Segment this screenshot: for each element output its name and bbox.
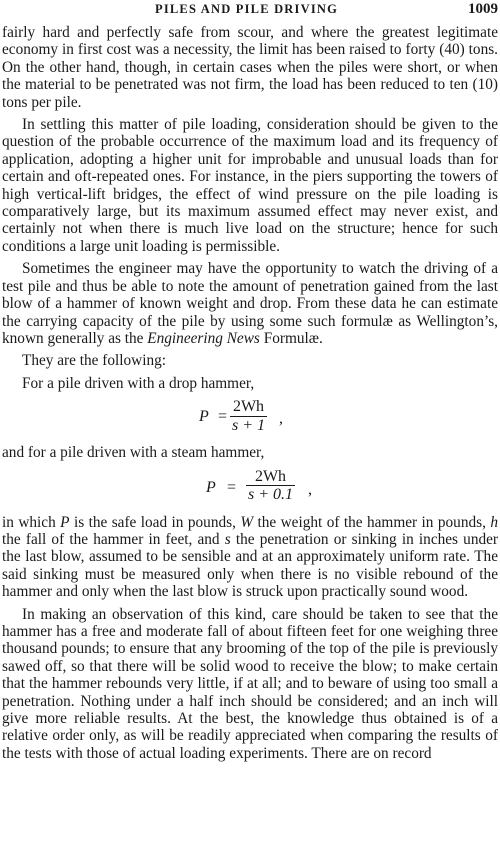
formula-lhs: P [206,478,216,496]
formula-equals: = [218,408,228,426]
formula-numerator: 2Wh [230,398,267,416]
paragraph-text: in which [2,513,61,531]
paragraph-text: the weight of the hammer in pounds, [253,513,491,531]
paragraph-text: the fall of the hammer in feet, and [2,530,225,548]
formula-drop-hammer [2,392,498,444]
formula-comma: , [279,410,283,428]
paragraph-steam-hammer: and for a pile driven with a steam hammer, [2,444,265,462]
paragraph-drop-hammer: For a pile driven with a drop hammer, [22,374,255,392]
paragraph-definitions [2,514,498,601]
symbol-w: W [240,513,254,531]
paragraph-they-are: They are the following: [22,352,166,370]
formula-fraction [246,468,295,504]
paragraph-pile-loading: In settling this matter of pile loading, consideration should be given to the question of the probable occurrence of the maximum load and its frequency of application, adopting a higher unit for improbable and unusual loads than for certain and oft-repeated ones. For instance, in the piers supporting the towers of high vertical-lift bridges, the effect of wind pressure on the pile loading is comparatively large, but its maximum assumed effect may never exist, and certainly not when there is much live load on the structure; hence for such conditions a large unit loading is permissible. [2,116,498,255]
symbol-p: P [60,513,70,531]
symbol-s: s [224,530,231,548]
formula-fraction [230,398,267,434]
formula-equals: = [227,478,237,496]
paragraph-text: Formulæ. [259,329,323,347]
formula-denominator: s + 0.1 [248,485,294,503]
formula-comma: , [308,480,312,498]
paragraph-text: is the safe load in pounds, [69,513,241,531]
formula-denominator: s + 1 [232,416,266,434]
symbol-h: h [490,513,498,531]
formula-lhs: P [199,408,209,426]
paragraph-text: the penetration or sinking in inches under the last blow, assumed to be sensible and at an approximately uniform rate. The said sinking must be measured only when there is no visible rebound of the hammer and only when the last blow is struck upon practically sound wood. [2,530,499,601]
paragraph-continued: fairly hard and perfectly safe from scour, and where the greatest legitimate economy in first cost was a necessity, the limit has been raised to forty (40) tons. On the other hand, though, in certain cases when the piles were short, or when the material to be penetrated was not firm, the load has been reduced to ten (10) tons per pile. [2,24,498,111]
formula-numerator: 2Wh [246,468,295,486]
formula-steam-hammer [2,462,498,514]
paragraph-observation: In making an observation of this kind, care should be taken to see that the hammer has a free and moderate fall of about fifteen feet for one weighing three thousand pounds; to ensure that any brooming of the top of the pile is previously sawed off, so that there will be solid wood to receive the blow; to make certain that the hammer rebounds very little, if at all; and to beware of using too small a penetration. Nothing under a half inch should be considered; and an inch will give more reliable results. At the best, the knowledge thus obtained is of a relative order only, as will be readily appreciated when comparing the results of the tests with those of actual loading experiments. There are on record [2,605,498,762]
body-text [2,24,498,762]
page-header [0,2,500,18]
running-title: PILES AND PILE DRIVING [155,2,339,16]
paragraph-text: Sometimes the engineer may have the opportunity to watch the driving of a test pile and thus be able to note the amount of penetration gained from the last blow of a hammer of known weight and drop. From these data he can estimate the carrying capacity of the pile by using some such formulæ as Wellington’s, known generally as the [2,260,498,347]
journal-name: Engineering News [147,329,260,347]
page-number: 1009 [468,1,498,17]
paragraph-test-pile [2,260,498,347]
